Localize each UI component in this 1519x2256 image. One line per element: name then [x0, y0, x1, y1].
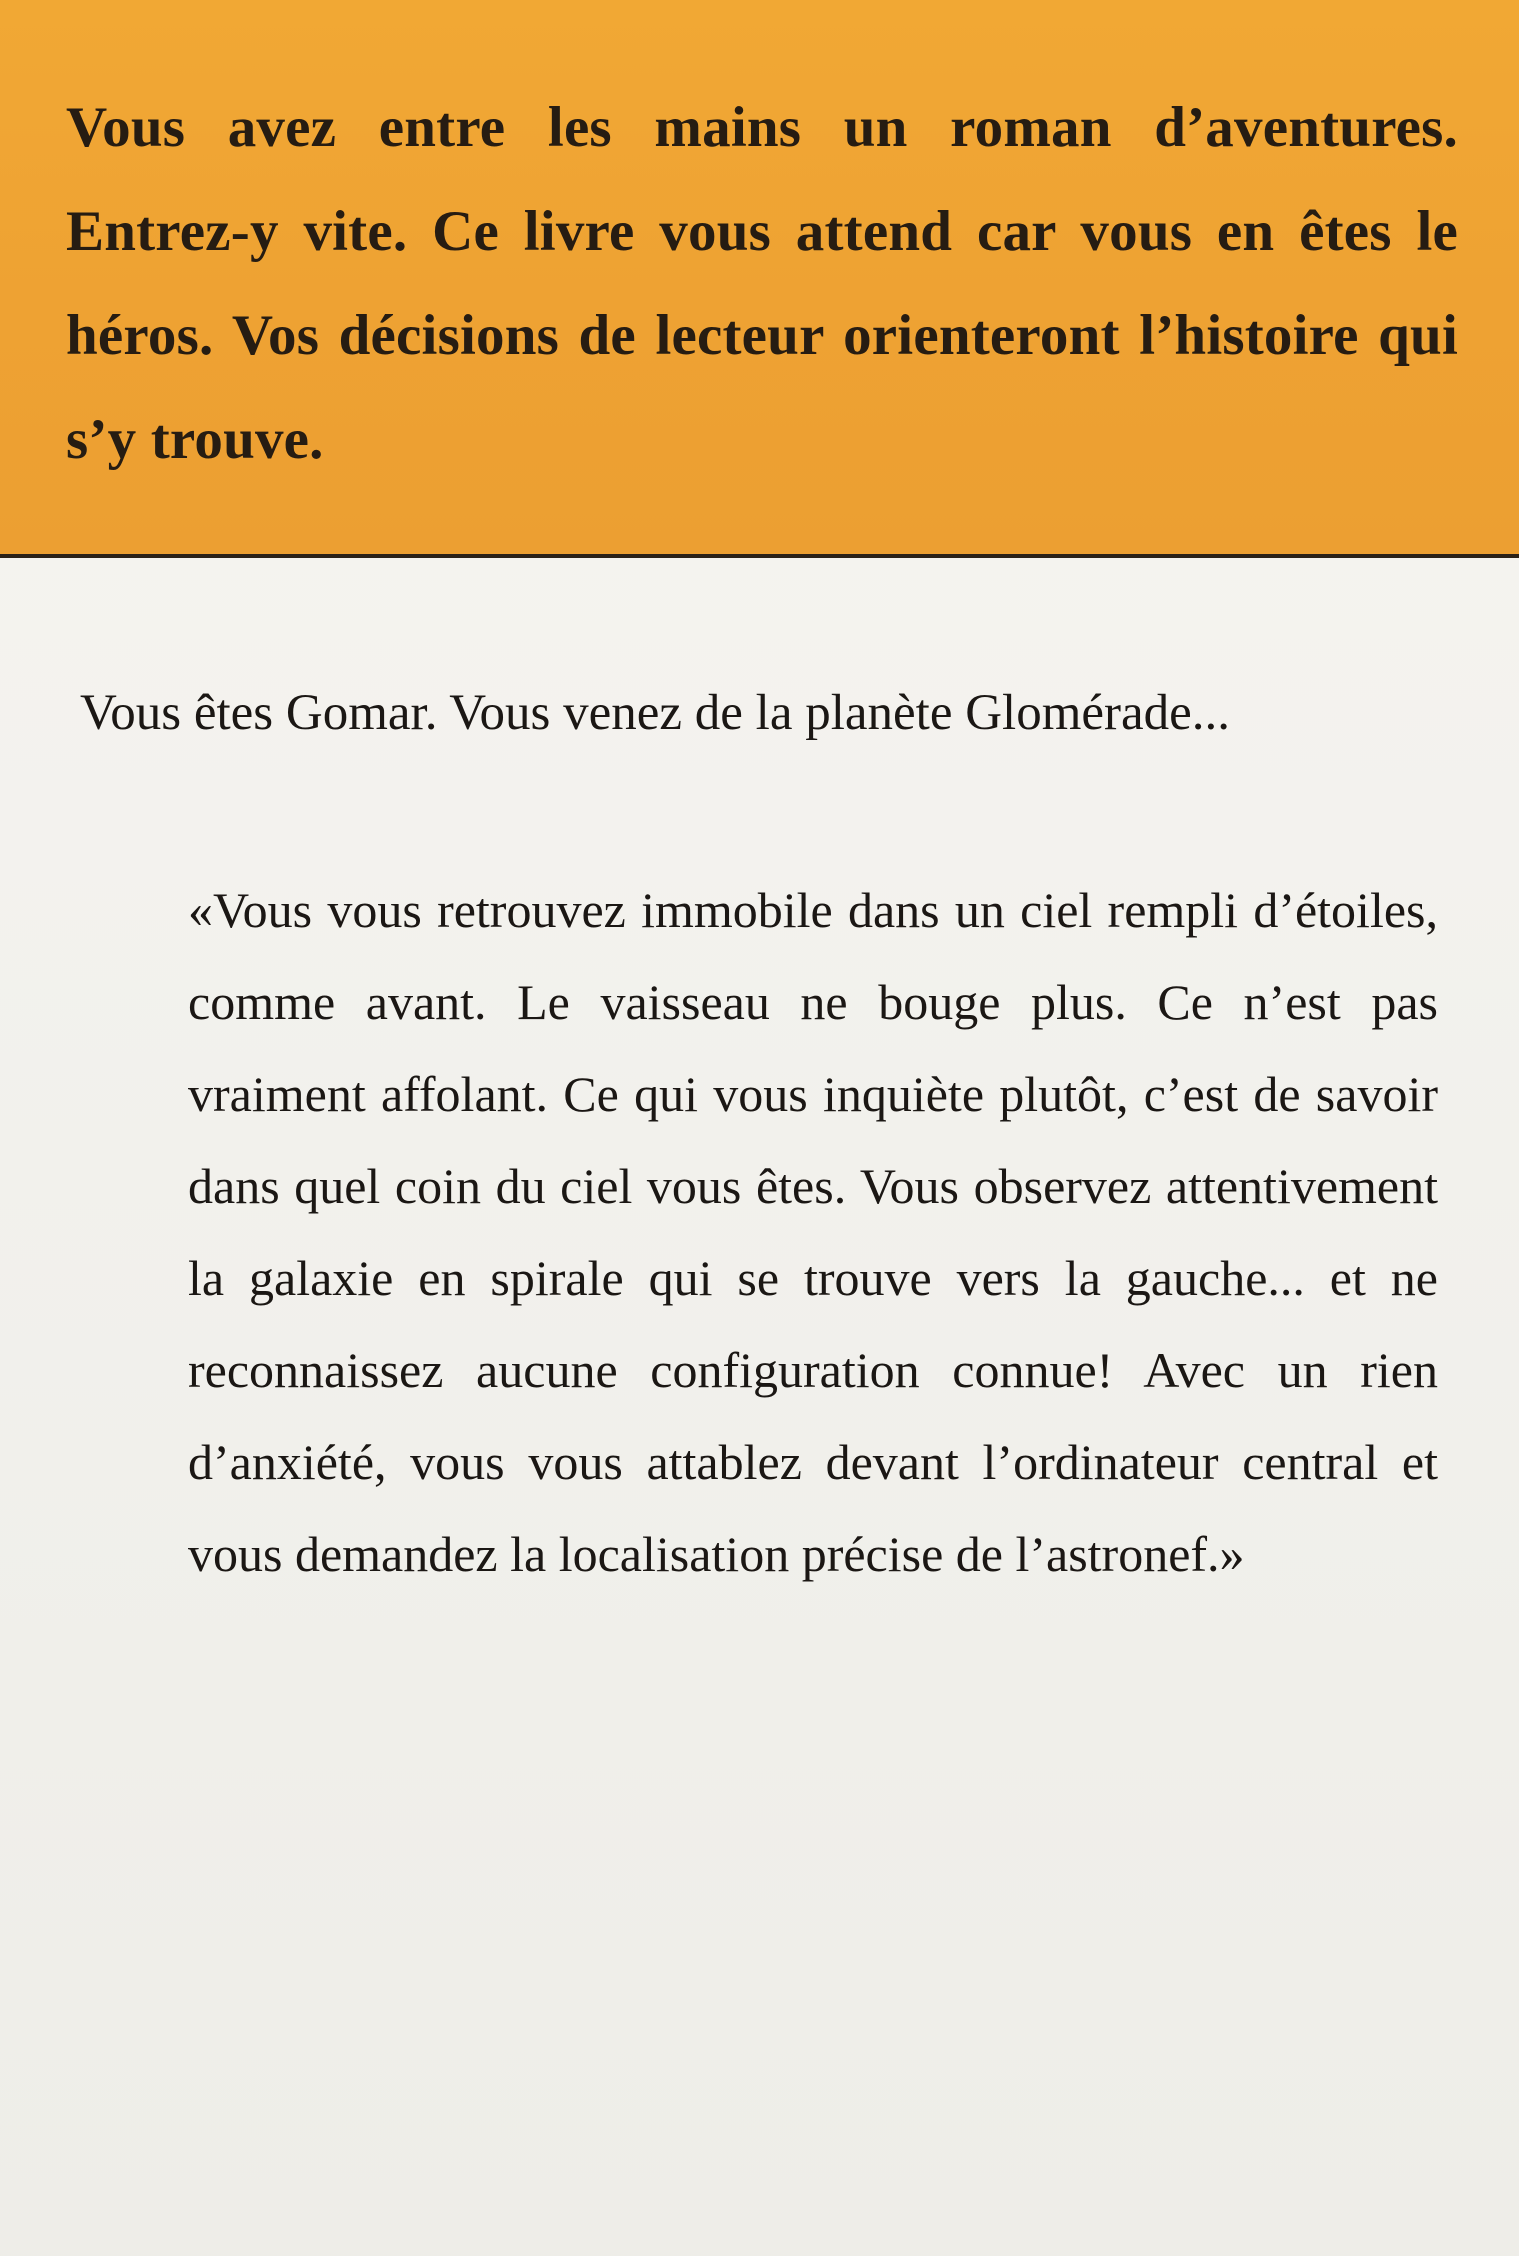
- quoted-excerpt: «Vous vous retrouvez immobile dans un ciel rempli d’étoiles, comme avant. Le vaisseau ne bouge plus. Ce n’est pas vraiment affolant. Ce qui vous inquiète plutôt, c’est de savoir dans quel coin du ciel vous êtes. Vous observez attentivement la galaxie en spirale qui se trouve vers la gauche... et ne reconnaissez aucune configuration connue! Avec un rien d’anxiété, vous vous attablez devant l’ordinateur central et vous demandez la localisation précise de l’astronef.»: [188, 882, 1438, 1582]
- orange-top-band: [0, 0, 1519, 558]
- lead-sentence: Vous êtes Gomar. Vous venez de la planète Glomérade...: [80, 685, 1231, 741]
- intro-paragraph: Vous avez entre les mains un roman d’aventures. Entrez-y vite. Ce livre vous attend car vous en êtes le héros. Vos décisions de lecteur orienteront l’histoire qui s’y trouve.: [66, 96, 1458, 471]
